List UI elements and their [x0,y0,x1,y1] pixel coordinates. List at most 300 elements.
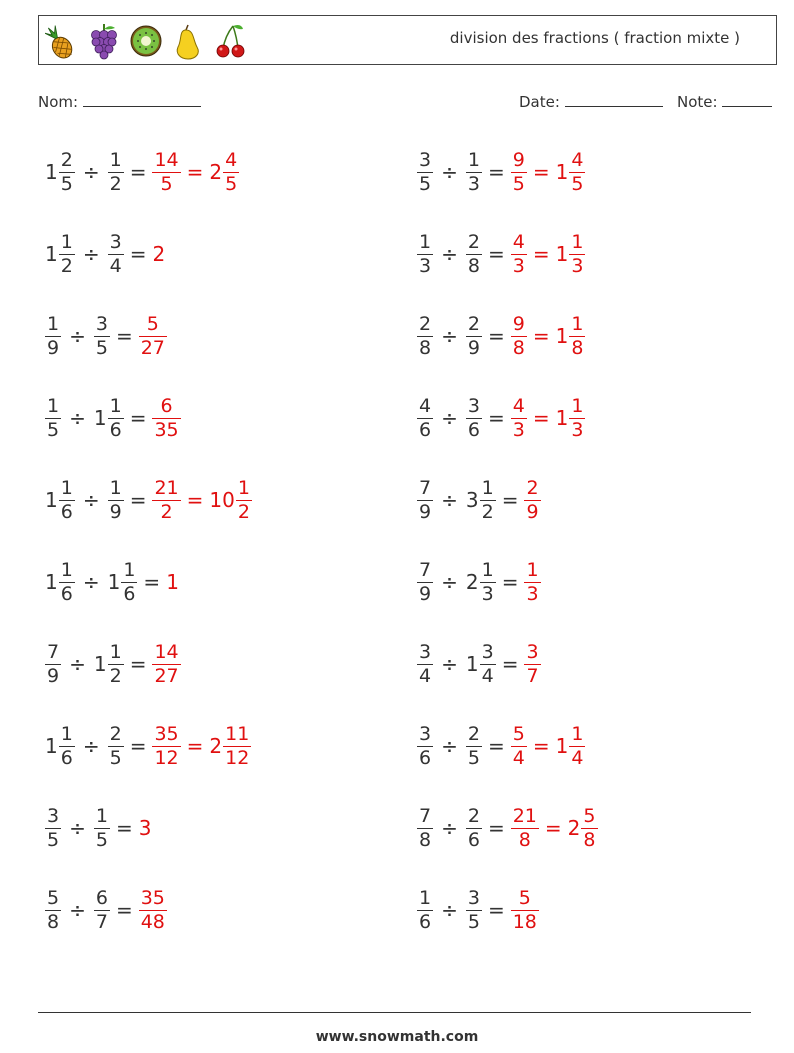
numerator: 3 [467,394,480,417]
operand-a-fraction [59,231,75,278]
operand-a-whole: 1 [45,242,58,266]
numerator: 2 [467,804,480,827]
answer-fraction [223,723,251,770]
numerator: 7 [419,476,432,499]
operand-a [417,313,433,360]
problem-row [417,798,598,858]
numerator: 1 [481,476,494,499]
numerator: 35 [154,722,179,745]
divide-sign: ÷ [82,242,100,266]
answer-fraction [511,231,527,278]
problem-row [45,798,152,858]
answer [152,149,180,196]
numerator: 6 [160,394,173,417]
operand-a [417,887,433,934]
answer-whole: 1 [555,324,569,348]
operand-a [45,805,61,852]
numerator: 1 [123,558,136,581]
denominator: 5 [109,746,122,769]
denominator: 4 [419,664,432,687]
numerator: 2 [467,722,480,745]
answer [139,313,167,360]
numerator: 1 [60,476,73,499]
operand-a-fraction [45,313,61,360]
answer [511,313,527,360]
operand-b-fraction [466,313,482,360]
denominator: 4 [481,664,494,687]
operand-b-fraction [466,723,482,770]
answer [556,395,586,442]
answer-fraction [511,805,539,852]
operand-b-fraction [121,559,137,606]
cherries-icon [213,22,247,60]
denominator: 3 [419,254,432,277]
numerator: 1 [481,558,494,581]
answer-fraction [139,313,167,360]
operand-b-whole: 1 [93,652,107,676]
denominator: 5 [467,910,480,933]
operand-b [108,149,124,196]
operand-b-whole: 3 [465,488,479,512]
numerator: 1 [109,394,122,417]
divide-sign: ÷ [69,406,86,430]
denominator: 27 [154,664,179,687]
numerator: 2 [526,476,539,499]
denominator: 3 [571,418,584,441]
divide-sign: ÷ [69,898,86,922]
denominator: 5 [467,746,480,769]
denominator: 12 [225,746,250,769]
numerator: 1 [571,394,584,417]
note-line[interactable] [722,92,772,107]
answer-fraction [581,805,597,852]
operand-b-fraction [480,641,496,688]
numerator: 3 [419,148,432,171]
numerator: 2 [109,722,122,745]
denominator: 6 [467,828,480,851]
denominator: 4 [512,746,525,769]
operand-a-fraction [417,149,433,196]
equals-sign: = [532,734,550,758]
answer-whole: 1 [555,406,569,430]
note-field [677,92,772,111]
operand-a-fraction [417,723,433,770]
answer [152,641,180,688]
denominator: 3 [467,172,480,195]
denominator: 5 [419,172,432,195]
denominator: 5 [512,172,525,195]
denominator: 3 [512,254,525,277]
problem-row [45,224,166,284]
operand-a [417,641,433,688]
equals-sign: = [129,488,147,512]
numerator: 2 [467,230,480,253]
denominator: 6 [467,418,480,441]
denominator: 2 [237,500,250,523]
divide-sign: ÷ [82,160,100,184]
denominator: 2 [60,254,73,277]
operand-b-fraction [108,641,124,688]
operand-b [108,723,124,770]
operand-b [94,887,110,934]
numerator: 14 [154,640,179,663]
answer-fraction [569,313,585,360]
divide-sign: ÷ [441,406,458,430]
numerator: 1 [60,722,73,745]
equals-sign: = [487,816,505,840]
equals-sign: = [544,816,562,840]
problem-row [417,224,585,284]
equals-sign: = [129,160,147,184]
denominator: 4 [571,746,584,769]
answer [152,242,166,266]
divide-sign: ÷ [441,242,458,266]
header-box [38,15,777,65]
operand-a-fraction [45,641,61,688]
problem-row [417,142,585,202]
numerator: 7 [47,640,60,663]
numerator: 4 [419,394,432,417]
divide-sign: ÷ [441,734,458,758]
numerator: 1 [419,230,432,253]
equals-sign: = [487,160,505,184]
operand-a [417,559,433,606]
operand-a [45,313,61,360]
numerator: 3 [419,722,432,745]
operand-a [45,887,61,934]
operand-b-whole: 1 [107,570,121,594]
numerator: 4 [571,148,584,171]
answer-whole: 2 [152,242,166,266]
denominator: 12 [154,746,179,769]
operand-b [466,313,482,360]
answer-fraction [511,723,527,770]
operand-a [417,149,433,196]
denominator: 5 [95,336,108,359]
operand-a [45,477,75,524]
denominator: 5 [571,172,584,195]
answer [556,313,586,360]
denominator: 48 [140,910,165,933]
footer-divider [38,1012,751,1013]
operand-a [417,477,433,524]
answer-fraction [511,313,527,360]
answer [556,723,586,770]
equals-sign: = [532,324,550,348]
numerator: 4 [225,148,238,171]
operand-b [466,395,482,442]
divide-sign: ÷ [441,324,458,348]
problem-row [417,880,539,940]
denominator: 9 [47,336,60,359]
fruit-icons [45,22,247,60]
answer-fraction [569,231,585,278]
name-label: Nom: [38,93,79,111]
numerator: 5 [512,722,525,745]
name-field [38,92,201,111]
denominator: 35 [154,418,179,441]
denominator: 8 [419,828,432,851]
operand-b [466,805,482,852]
operand-a [417,231,433,278]
operand-b-fraction [480,477,496,524]
operand-a-fraction [417,477,433,524]
answer-fraction [511,149,527,196]
problem-row [45,388,181,448]
numerator: 5 [146,312,159,335]
answer [152,395,180,442]
denominator: 9 [47,664,60,687]
problem-row [417,388,585,448]
operand-a [417,395,433,442]
denominator: 8 [467,254,480,277]
operand-a-fraction [45,805,61,852]
answer-fraction [569,395,585,442]
equals-sign: = [115,324,133,348]
operand-a-fraction [417,887,433,934]
answer [139,887,167,934]
answer [152,477,180,524]
operand-a-fraction [417,559,433,606]
answer-whole: 1 [555,734,569,758]
numerator: 1 [47,312,60,335]
answer-fraction [139,887,167,934]
numerator: 1 [467,148,480,171]
equals-sign: = [487,324,505,348]
numerator: 4 [512,394,525,417]
numerator: 35 [140,886,165,909]
numerator: 5 [583,804,596,827]
problem-row [417,716,585,776]
pineapple-icon [45,22,79,60]
operand-a-whole: 1 [45,734,58,758]
answer-fraction [152,641,180,688]
equals-sign: = [532,242,550,266]
operand-a-fraction [59,559,75,606]
divide-sign: ÷ [441,488,458,512]
operand-a [45,641,61,688]
operand-b [108,231,124,278]
denominator: 8 [419,336,432,359]
denominator: 18 [512,910,537,933]
answer-fraction [223,149,239,196]
denominator: 8 [571,336,584,359]
operand-b [108,559,138,606]
denominator: 3 [526,582,539,605]
operand-b [466,559,496,606]
numerator: 1 [571,722,584,745]
equals-sign: = [129,734,147,758]
answer-whole: 10 [209,488,235,512]
equals-sign: = [143,570,161,594]
numerator: 1 [95,804,108,827]
numerator: 3 [47,804,60,827]
problem-row [417,306,585,366]
denominator: 27 [140,336,165,359]
answer-whole: 2 [209,160,223,184]
answer-fraction [152,477,180,524]
answer-fraction [524,641,540,688]
operand-b [466,231,482,278]
operand-a-fraction [59,477,75,524]
operand-a-fraction [45,887,61,934]
problem-row [45,306,167,366]
problem-row [45,634,181,694]
numerator: 3 [467,886,480,909]
problem-row [45,142,239,202]
operand-a [45,395,61,442]
divide-sign: ÷ [82,488,100,512]
operand-a-fraction [417,313,433,360]
equals-sign: = [129,652,147,676]
denominator: 6 [60,582,73,605]
operand-b-fraction [466,395,482,442]
answer [209,477,252,524]
numerator: 4 [512,230,525,253]
answer [511,723,527,770]
denominator: 5 [60,172,73,195]
denominator: 8 [512,336,525,359]
operand-b-whole: 1 [93,406,107,430]
operand-a [417,723,433,770]
operand-b [94,395,124,442]
numerator: 7 [419,804,432,827]
name-line[interactable] [83,92,201,107]
operand-b-whole: 1 [465,652,479,676]
equals-sign: = [186,488,204,512]
answer-fraction [152,149,180,196]
numerator: 14 [154,148,179,171]
numerator: 2 [60,148,73,171]
divide-sign: ÷ [82,734,100,758]
problem-row [45,880,167,940]
denominator: 2 [481,500,494,523]
numerator: 1 [60,558,73,581]
denominator: 5 [95,828,108,851]
operand-a-fraction [417,231,433,278]
equals-sign: = [129,242,147,266]
operand-a-fraction [417,395,433,442]
numerator: 2 [467,312,480,335]
operand-b-fraction [108,723,124,770]
operand-a [45,559,75,606]
answer [524,641,540,688]
answer [139,816,153,840]
numerator: 7 [419,558,432,581]
divide-sign: ÷ [441,160,458,184]
denominator: 5 [225,172,238,195]
numerator: 1 [571,230,584,253]
answer-fraction [524,477,540,524]
answer-whole: 2 [209,734,223,758]
equals-sign: = [532,160,550,184]
operand-b [466,887,482,934]
denominator: 6 [419,910,432,933]
denominator: 6 [123,582,136,605]
answer-fraction [524,559,540,606]
note-label: Note: [677,93,718,111]
numerator: 21 [154,476,179,499]
numerator: 3 [526,640,539,663]
equals-sign: = [487,734,505,758]
operand-a-fraction [59,723,75,770]
denominator: 6 [109,418,122,441]
numerator: 21 [512,804,537,827]
numerator: 1 [526,558,539,581]
denominator: 2 [109,664,122,687]
operand-b-fraction [466,149,482,196]
operand-a [417,805,433,852]
operand-b-fraction [466,231,482,278]
footer-url: www.snowmath.com [315,1029,479,1045]
numerator: 1 [109,476,122,499]
divide-sign: ÷ [441,570,458,594]
equals-sign: = [115,898,133,922]
operand-b-fraction [466,805,482,852]
operand-b [108,477,124,524]
numerator: 1 [109,148,122,171]
operand-a-fraction [417,805,433,852]
numerator: 1 [60,230,73,253]
answer-whole: 1 [555,160,569,184]
equals-sign: = [487,406,505,430]
operand-b-fraction [108,477,124,524]
denominator: 9 [109,500,122,523]
operand-b [466,641,496,688]
denominator: 7 [526,664,539,687]
answer [209,723,251,770]
answer-fraction [152,723,180,770]
answer-fraction [511,887,539,934]
operand-b [94,641,124,688]
answer-whole: 2 [567,816,581,840]
denominator: 5 [47,828,60,851]
problem-row [417,552,541,612]
date-field [519,92,663,111]
numerator: 9 [512,148,525,171]
denominator: 3 [512,418,525,441]
date-line[interactable] [565,92,663,107]
answer [511,887,539,934]
answer-whole: 1 [555,242,569,266]
equals-sign: = [487,242,505,266]
equals-sign: = [532,406,550,430]
operand-b-fraction [94,887,110,934]
operand-b [94,805,110,852]
problem-row [417,634,541,694]
numerator: 3 [481,640,494,663]
denominator: 8 [583,828,596,851]
numerator: 1 [47,394,60,417]
operand-a [45,231,75,278]
grapes-icon [87,22,121,60]
denominator: 3 [571,254,584,277]
operand-a-fraction [417,641,433,688]
operand-a-whole: 1 [45,570,58,594]
operand-b-fraction [480,559,496,606]
problem-row [417,470,541,530]
answer [152,723,180,770]
operand-b [466,149,482,196]
operand-b [466,477,496,524]
numerator: 1 [237,476,250,499]
problem-row [45,552,180,612]
divide-sign: ÷ [69,324,86,348]
answer [568,805,598,852]
operand-b-fraction [94,805,110,852]
date-label: Date: [519,93,560,111]
operand-a-whole: 1 [45,488,58,512]
